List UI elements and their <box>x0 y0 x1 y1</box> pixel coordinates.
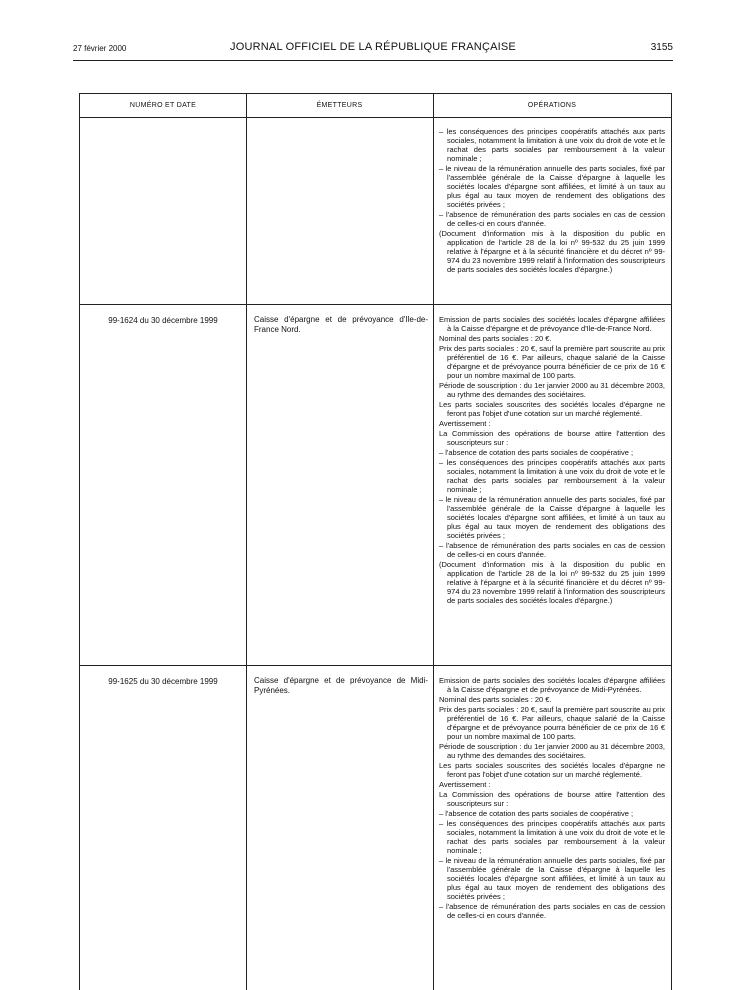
operation-line: Période de souscription : du 1er janvier 2000 au 31 décembre 2003, au rythme des demandes des sociétaires. <box>439 742 665 760</box>
operation-line: Période de souscription : du 1er janvier 2000 au 31 décembre 2003, au rythme des demandes des sociétaires. <box>439 381 665 399</box>
operation-line: Avertissement : <box>439 419 491 428</box>
page-header <box>73 40 673 56</box>
operation-line: Nominal des parts sociales : 20 €. <box>439 695 552 704</box>
header-rule <box>73 60 673 61</box>
operation-line: Avertissement : <box>439 780 491 789</box>
journal-title: JOURNAL OFFICIEL DE LA RÉPUBLIQUE FRANÇAISE <box>230 41 516 53</box>
operation-line: – le niveau de la rémunération annuelle des parts sociales, fixé par l'assemblée générale de la Caisse d'épargne à laquelle les sociétés locales d'épargne sont affiliées, et limité à un taux au plus égal au taux moyen de rendement des obligations des sociétés privées ; <box>439 856 665 901</box>
page-number: 3155 <box>650 42 673 53</box>
operation-line: – l'absence de rémunération des parts sociales en cas de cession de celles-ci en cours d'année. <box>439 210 665 228</box>
operation-line: – l'absence de rémunération des parts sociales en cas de cession de celles-ci en cours d'année. <box>439 902 665 920</box>
column-header-operations: OPÉRATIONS <box>433 94 671 118</box>
column-divider <box>433 94 434 990</box>
operation-line: La Commission des opérations de bourse attire l'attention des souscripteurs sur : <box>439 790 665 808</box>
operations-table <box>79 93 672 990</box>
operation-line: – les conséquences des principes coopératifs attachés aux parts sociales, notamment la limitation à une voix du droit de vote et le rachat des parts sociales par remboursement à la valeur nominale ; <box>439 819 665 855</box>
column-header-emitters: ÉMETTEURS <box>246 94 433 118</box>
column-header-number-date: NUMÉRO ET DATE <box>80 94 246 118</box>
operation-line: – l'absence de cotation des parts sociales de coopérative ; <box>439 809 634 818</box>
row-emitter: Caisse d'épargne et de prévoyance de Midi-Pyrénées. <box>254 676 428 695</box>
operation-line: Prix des parts sociales : 20 €, sauf la première part souscrite au prix préférentiel de 16 €. Par ailleurs, chaque salarié de la Caisse d'épargne et de prévoyance pourra bénéficier de ce prix de 16 € pour un nombre maximal de 100 parts. <box>439 705 665 741</box>
operation-line: La Commission des opérations de bourse attire l'attention des souscripteurs sur : <box>439 429 665 447</box>
operation-line: (Document d'information mis à la disposition du public en application de l'article 28 de la loi nº 99-532 du 25 juin 1999 relative à l'épargne et à la sécurité financière et du décret nº 99-974 du 23 novembre 1999 relatif à l'information des souscripteurs de parts sociales des sociétés locales d'épargne.) <box>439 560 665 605</box>
operation-line: (Document d'information mis à la disposition du public en application de l'article 28 de la loi nº 99-532 du 25 juin 1999 relative à l'épargne et à la sécurité financière et du décret nº 99-974 du 23 novembre 1999 relatif à l'information des souscripteurs de parts sociales des sociétés locales d'épargne.) <box>439 229 665 274</box>
row-divider <box>80 665 671 666</box>
column-divider <box>246 94 247 990</box>
operation-line: – le niveau de la rémunération annuelle des parts sociales, fixé par l'assemblée générale de la Caisse d'épargne à laquelle les sociétés locales d'épargne sont affiliées, et limité à un taux au plus égal au taux moyen de rendement des obligations des sociétés privées ; <box>439 164 665 209</box>
operation-line: Les parts sociales souscrites des sociétés locales d'épargne ne feront pas l'objet d'une cotation sur un marché réglementé. <box>439 400 665 418</box>
row-emitter: Caisse d'épargne et de prévoyance d'Ile-de-France Nord. <box>254 315 428 334</box>
issue-date: 27 février 2000 <box>73 44 127 53</box>
row-number-date: 99-1624 du 30 décembre 1999 <box>108 316 218 325</box>
operation-line: – le niveau de la rémunération annuelle des parts sociales, fixé par l'assemblée générale de la Caisse d'épargne à laquelle les sociétés locales d'épargne sont affiliées, et limité à un taux au plus égal au taux moyen de rendement des obligations des sociétés privées ; <box>439 495 665 540</box>
operation-line: – les conséquences des principes coopératifs attachés aux parts sociales, notamment la limitation à une voix du droit de vote et le rachat des parts sociales par remboursement à la valeur nominale ; <box>439 458 665 494</box>
row-number-date: 99-1625 du 30 décembre 1999 <box>108 677 218 686</box>
table-row-operations <box>439 315 665 606</box>
operation-line: Les parts sociales souscrites des sociétés locales d'épargne ne feront pas l'objet d'une cotation sur un marché réglementé. <box>439 761 665 779</box>
operation-line: – l'absence de cotation des parts sociales de coopérative ; <box>439 448 634 457</box>
operation-line: Nominal des parts sociales : 20 €. <box>439 334 552 343</box>
operation-line: Emission de parts sociales des sociétés locales d'épargne affiliées à la Caisse d'épargne et de prévoyance de Midi-Pyrénées. <box>439 676 665 694</box>
operation-line: Prix des parts sociales : 20 €, sauf la première part souscrite au prix préférentiel de 16 €. Par ailleurs, chaque salarié de la Caisse d'épargne et de prévoyance pourra bénéficier de ce prix de 16 € pour un nombre maximal de 100 parts. <box>439 344 665 380</box>
operation-line: Emission de parts sociales des sociétés locales d'épargne affiliées à la Caisse d'épargne et de prévoyance d'Ile-de-France Nord. <box>439 315 665 333</box>
row-divider <box>80 304 671 305</box>
table-row-operations <box>439 676 665 921</box>
operation-line: – les conséquences des principes coopératifs attachés aux parts sociales, notamment la limitation à une voix du droit de vote et le rachat des parts sociales par remboursement à la valeur nominale ; <box>439 127 665 163</box>
operation-line: – l'absence de rémunération des parts sociales en cas de cession de celles-ci en cours d'année. <box>439 541 665 559</box>
table-row-operations <box>439 127 665 275</box>
